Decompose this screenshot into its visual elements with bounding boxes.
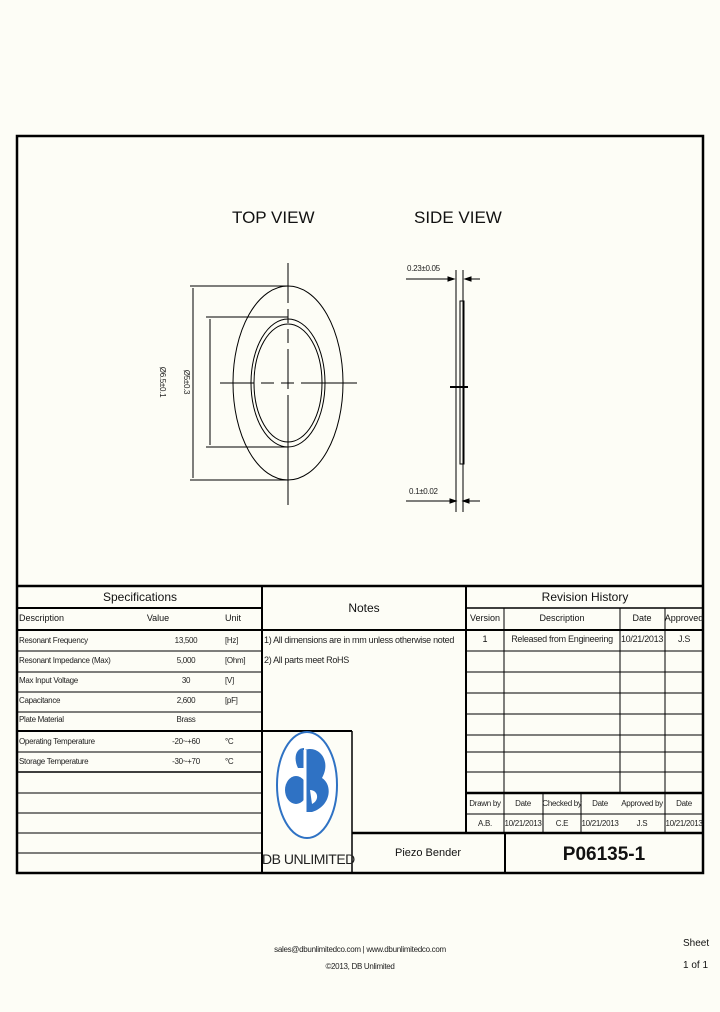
spec-description: Operating Temperature: [19, 737, 95, 746]
spec-description: Plate Material: [19, 715, 64, 724]
logo-text: DB UNLIMITED: [262, 851, 355, 867]
part-name: Piezo Bender: [394, 847, 462, 859]
note-item: 1) All dimensions are in mm unless otherwise noted: [264, 635, 455, 645]
notes-title: Notes: [348, 601, 380, 615]
revision-history-title: Revision History: [541, 590, 629, 604]
total-thickness-label: 0.23±0.05: [407, 264, 440, 273]
spec-unit: [pF]: [225, 696, 238, 705]
table-grid: [17, 586, 703, 873]
spec-header-value: Value: [146, 613, 170, 623]
revision-date: 10/21/2013: [620, 634, 664, 644]
revision-header-date: Date: [632, 613, 652, 623]
side-view-title: SIDE VIEW: [414, 208, 502, 227]
part-number: P06135-1: [562, 844, 646, 865]
revision-header-approved: Approved: [664, 613, 704, 623]
approved-date-header: Date: [676, 799, 692, 808]
revision-header-version: Version: [469, 613, 501, 623]
checked-date-header: Date: [592, 799, 608, 808]
spec-header-description: Description: [19, 613, 65, 623]
revision-approved: J.S: [677, 634, 691, 644]
spec-value: -30~+70: [172, 757, 200, 766]
revision-header-description: Description: [539, 613, 585, 623]
drawn-by-header: Drawn by: [469, 799, 501, 808]
top-view-drawing: [190, 263, 357, 505]
sheet-label: Sheet: [683, 938, 710, 949]
spec-description: Capacitance: [19, 696, 61, 705]
db-unlimited-logo: [277, 732, 337, 838]
spec-value: 5,000: [176, 656, 196, 665]
spec-value: 2,600: [176, 696, 196, 705]
spec-description: Resonant Impedance (Max): [19, 656, 111, 665]
spec-header-unit: Unit: [224, 613, 242, 623]
approved-by-header: Approved by: [621, 799, 663, 808]
spec-description: Resonant Frequency: [19, 636, 88, 645]
approved-date-value: 10/21/2013: [665, 819, 703, 828]
plate-thickness-label: 0.1±0.02: [409, 487, 438, 496]
spec-unit: [V]: [225, 676, 234, 685]
drawn-date-header: Date: [515, 799, 531, 808]
spec-unit: °C: [225, 737, 234, 746]
spec-description: Max Input Voltage: [19, 676, 78, 685]
spec-description: Storage Temperature: [19, 757, 89, 766]
side-view-drawing: [406, 270, 480, 512]
drawn-date-value: 10/21/2013: [504, 819, 542, 828]
checked-date-value: 10/21/2013: [581, 819, 619, 828]
footer-copyright: ©2013, DB Unlimited: [325, 962, 395, 971]
spec-value: 13,500: [174, 636, 198, 645]
footer-contact: sales@dbunlimitedco.com | www.dbunlimitedco.com: [274, 945, 446, 954]
note-item: 2) All parts meet RoHS: [264, 655, 349, 665]
spec-unit: [Ohm]: [225, 656, 246, 665]
spec-unit: [Hz]: [225, 636, 239, 645]
spec-value: 30: [181, 676, 191, 685]
specifications-title: Specifications: [102, 590, 178, 604]
spec-value: Brass: [176, 715, 196, 724]
revision-version: 1: [482, 634, 488, 644]
checked-by-header: Checked by: [542, 799, 582, 808]
drawn-by-value: A.B.: [478, 819, 492, 828]
checked-by-value: C.E: [555, 819, 569, 828]
top-view-title: TOP VIEW: [232, 208, 315, 227]
inner-diameter-label: Ø5±0.3: [182, 369, 192, 395]
outer-diameter-label: Ø6.5±0.1: [158, 366, 168, 398]
approved-by-value: J.S: [636, 819, 648, 828]
sheet-frame: [17, 136, 703, 873]
revision-description: Released from Engineering: [511, 634, 613, 644]
spec-value: -20~+60: [172, 737, 200, 746]
spec-unit: °C: [225, 757, 234, 766]
sheet-value: 1 of 1: [683, 960, 709, 971]
